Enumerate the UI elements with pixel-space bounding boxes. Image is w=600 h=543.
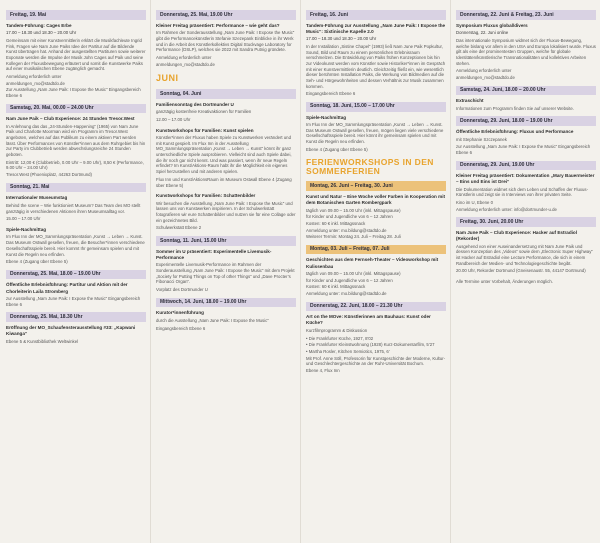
event-description: Künstler*innen der Fluxus haben Spiele zu Kunstwerken verändert und mit Kunst gespielt. Im Flux Inn in der Ausstellung MO_Sammlungspräsentation „Kunst → Leben → Kunst“ könnt ihr ganz unterschiedliche Spiele ausprobieren. Vielleicht sind auch Spiele dabei, die ihr noch gar nicht kennt. Und was passiert, wenn ihr neue Regeln erfindet? Im Kunst/Aktions-Raum habt ihr die Möglichkeit ein eigenes Spiel herzustellen und mit anderen spielen. bbox=[156, 135, 292, 175]
event-date: Mittwoch, 14. Juni, 18.00 – 19.00 Uhr bbox=[156, 298, 296, 308]
event-description: Ausgehend von einer Auseinandersetzung mit Nam June Paik und dessen Konzeption des „Videos“ sowie dem „Electronic Super Highway“ ist Hacker auf Estradiol eine Lecture Performance, die sich in einem Randbereich der Medien- und Technologiegeschichte begibt. bbox=[456, 243, 593, 266]
column-2 bbox=[156, 10, 296, 336]
event-location: Flux Inn und Kunst/AktionsRaum im Museum Ostwall Ebene 4 (Zugang über Ebene 5) bbox=[156, 176, 292, 188]
event-date: Montag, 03. Juli – Freitag, 07. Juli bbox=[306, 245, 446, 255]
event-detail-line: Kosten: 60 € inkl. Mittagssnack bbox=[306, 284, 366, 290]
event-detail-line: anmeldungen_mo@stadtdo.de bbox=[456, 74, 515, 80]
event-title: Extraschicht bbox=[456, 98, 484, 104]
event-description: In der Installation „Sistine Chapel“ (1993) ließ Nam June Paik Popkultur, Sound, Bild und Raum zu einem persönlichen Erlebnisraum verschmelzen. Die Entwicklung von Paiks frühen Konzeptionen bis hin zur Videokunst werden vom Künstler sowie Historiker*innen im Gespräch mit einer Kunstvermittlerin deutlich. Gleichzeitig fließt ein, wie wesentlich dieser berühmten Installation Paiks, die Werkung von Bildmedien auf die Seh- und Hörgewohnheiten und dessen Verhältnis zur Musik zusammen kommen. bbox=[306, 43, 446, 89]
event-date: Sonntag, 18. Juni, 15.00 – 17.00 Uhr bbox=[306, 102, 446, 112]
event-time: 17.00 – 18.30 und 18.30 – 20.00 Uhr bbox=[306, 36, 377, 42]
section-heading: FERIENWORKSHOPS IN DEN SOMMERFERIEN bbox=[306, 157, 434, 177]
event-item bbox=[156, 193, 296, 231]
event-detail-line: 20.00 Uhr, Rekorder Dortmund (Gneisenaustr. 55, 44147 Dortmund) bbox=[456, 268, 586, 274]
event-detail-line: Kino im U, Ebene 0 bbox=[456, 200, 494, 206]
event-item bbox=[456, 86, 596, 112]
event-item bbox=[306, 181, 446, 240]
fold-line bbox=[300, 0, 301, 543]
event-description: ganztägig kostenfreie Kreativaktionen für Familien bbox=[156, 109, 252, 115]
event-location: Schulwerkstatt Ebene 2 bbox=[156, 225, 202, 231]
event-date: Freitag, 16. Juni bbox=[306, 10, 446, 20]
event-detail-line: 12.00 – 17.00 Uhr bbox=[156, 116, 191, 122]
event-date: Sonntag, 21. Mai bbox=[6, 183, 146, 193]
event-description: Im Rahmen der Sonderausstellung „Nam June Paik: I Expose the Music“ gibt die Performancekünstlerin Stefanie Szezepank Einblicke in ihr Werk und in die Arbeit des Künstlerkollektivs Digital Stuckvage Laboratory for Performance (DSLP), welches sie 2022 mit Sandra Putnig gründete. bbox=[156, 30, 295, 53]
event-item bbox=[6, 183, 146, 222]
event-detail-line: • Martha Rosler, Kitchen Semiotics, 1975, 6‘ bbox=[306, 349, 390, 355]
event-title: Kleiner Freitag präsentiert: Performance – wie geht das? bbox=[156, 22, 280, 28]
event-date: Donnerstag, 29. Juni, 19.00 Uhr bbox=[456, 161, 596, 171]
event-title: Öffentliche Erlebnisführung: Fluxus und Performance bbox=[456, 128, 574, 134]
event-time: Donnerstag, 22. Juni online bbox=[456, 30, 509, 36]
event-title: Sommer im U präsentiert: Experimentelle Livemusik-Performance bbox=[156, 248, 272, 260]
event-date: Donnerstag, 25. Mai, 18.00 – 19.00 Uhr bbox=[6, 270, 146, 280]
column-4 bbox=[456, 10, 596, 286]
event-title: Spiele-Nachmittag bbox=[306, 114, 347, 120]
event-detail-line: Eintritt: 12,00 € (Clubbetrieb, 0.00 Uhr – 9.00 Uhr), 8,50 € (Performance, 9.00 Uhr – 24.00 Uhr) bbox=[6, 159, 144, 171]
event-date: Freitag, 30. Juni, 20.00 Uhr bbox=[456, 217, 596, 227]
event-item bbox=[156, 89, 296, 123]
event-detail-line: • Die Frankfurter Kleinstwohnung (1928) Kurz-Dokumentarfilm, 5‘27 bbox=[306, 342, 435, 348]
event-description: Das internationale Symposium widmet sich der Fluxus-Bewegung, welche bislang vor allem in den USA und Europa lokalisiert wurde. Fluxus gilt als eine der prominentesten Gruppen, welche für globale Identitäten/künstlerische Transnationalitäten und kollektives Arbeiten stehen. bbox=[456, 37, 596, 66]
event-description: In Anlehnung das das „24-Stunden-Happening“ (1965) von Nam June Paik und Charlotte Moorman wird ein Programm im Tresor.West angeboten, welches auf das Publikum zu einem aktiven Part werden lässt. Über Performances von Künstler*innen aus dem Ruhrgebiet bis hin zur Party im Clubbetrieb werden abwechslungsreiche 24 Stunden geboten. bbox=[6, 123, 146, 158]
event-date: Donnerstag, 25. Mai, 18.30 Uhr bbox=[6, 312, 146, 322]
footnote: Alle Termine unter Vorbehalt, Änderungen möglich. bbox=[456, 279, 553, 285]
event-description: Gemeinsam mit einer Kunstvermittlerin erklärt die Musikfachleute Ingrid Fink, Fragen wie Nam June Paiks Idee der Partitur auf die Bildende Kunst übertragen hat. Anhand der ausgestellten Partituren sowie weiterer Exponate werden die Impulse der Musik John Cages auf Paik und seine Kollegen der Fluxusbewegung erläutert und somit die Kunstwerke Paiks auf einer musikalischen Ebene zugänglich gemacht. bbox=[6, 37, 146, 72]
event-title: Kunst und Natur – Eine Woche voller Farben in Kooperation mit dem Botanischen Garten Rombergpark bbox=[306, 193, 446, 205]
fold-line bbox=[150, 0, 151, 543]
event-date: Sonntag, 11. Juni, 15.00 Uhr bbox=[156, 236, 296, 246]
event-detail-line: Kosten: 60 € inkl. Mittagssnack bbox=[306, 220, 366, 226]
event-title: Familiensonntag des Dortmunder U bbox=[156, 101, 234, 107]
event-detail-line: für Kinder und Jugendliche von 6 – 12 Jahren bbox=[306, 214, 393, 220]
event-description: mit Stephanie Szczepanek bbox=[456, 136, 507, 142]
event-title: Art on the MOve: Künstlerinnen am Bauhaus: Kunst oder Küche? bbox=[306, 314, 431, 326]
event-detail-line: Mit Prof. Anne Söll, Professorin für Kunstgeschichte der Moderne, Kultur- und Geschlechtergeschichte an der Ruhr-Universität Bochum. bbox=[306, 355, 445, 367]
event-location: Eingangsbereich Ebene 6 bbox=[156, 325, 206, 331]
event-item bbox=[456, 161, 596, 213]
event-title: Internationaler Museumstag bbox=[6, 195, 68, 201]
event-detail-line: Anmeldung erforderlich unter bbox=[456, 68, 512, 74]
event-location: zur Ausstellung „Nam June Paik: I Expose the Music“ Eingangsbereich Ebene 6 bbox=[456, 144, 591, 155]
event-item bbox=[156, 236, 296, 293]
event-title: Tandem-Führung: Cages Erbe bbox=[6, 22, 72, 28]
event-detail-line: Anmeldung erforderlich unter bbox=[6, 73, 62, 79]
event-item bbox=[6, 104, 146, 178]
event-title: Spiele-Nachmittag bbox=[6, 226, 47, 232]
event-description: Experimentelle Livemusik-Performance im Rahmen der Sonderausstellung „Nam June Paik: I Expose the Music“ mit dem Projekt „Society for Putting Things on Top of other Things“ und „Dave Procter’s Fibonacci Organ“. bbox=[156, 262, 295, 285]
event-title: Nam June Paik – Club Experience: Hacker auf Estradiol (Rekorder) bbox=[456, 230, 578, 242]
event-item bbox=[156, 298, 296, 332]
event-title: Tandem-Führung zur Ausstellung „Nam June Paik: I Expose the Music“: Sixtinische Kapelle 2.0 bbox=[306, 22, 446, 34]
event-item bbox=[6, 312, 146, 344]
event-description: durch die Ausstellung „Nam June Paik: I Expose the Music“ bbox=[156, 317, 269, 323]
event-title: Nam June Paik – Club Experience: 24 Stunden Tresor.West bbox=[6, 116, 135, 122]
event-item bbox=[6, 10, 146, 99]
event-description: Wir besuchen die Ausstellung „Nam June Paik: I Expose the Music“ und lassen uns von Kunstwerken inspirieren. In der Schulwerkstatt fotografieren wir eure Schattenbilder und nutzen sie für eine Collage oder ein gezeichnetes Bild. bbox=[156, 200, 296, 223]
column-1 bbox=[6, 10, 146, 349]
event-detail-line: • Die Frankfurter Küche, 1927, 8‘02 bbox=[306, 335, 374, 341]
event-detail-line: anmeldungen_mo@stadtdo.de bbox=[6, 80, 65, 86]
event-location: Vorplatz des Dortmunder U bbox=[156, 287, 208, 292]
event-detail-line: 15.00 – 17.00 Uhr bbox=[6, 216, 41, 222]
event-date: Montag, 26. Juni – Freitag, 30. Juni bbox=[306, 181, 446, 191]
event-location: Ebene 4 (Zugang über Ebene 5) bbox=[6, 259, 68, 265]
event-date: Freitag, 19. Mai bbox=[6, 10, 146, 20]
event-location: Ebene 5 & Kunstbibliothek Weltwinkel bbox=[6, 338, 79, 344]
event-time: 17.00 – 18.30 und 18.30 – 20.00 Uhr bbox=[6, 30, 77, 36]
event-description: Im Flux Inn der MO_Sammlungspräsentation „Kunst → Leben → Kunst. Das Museum Ostwall gesellen, freuen, mögen liegen viele verschiedene Gesellschaftsspiele bereit. Hier könnt ihr gemeinsam spielen und mit Kunst die Regeln neu erfinden. bbox=[306, 122, 444, 145]
event-item bbox=[6, 270, 146, 308]
event-location: Ebene 4, Flux Inn bbox=[306, 368, 340, 374]
event-item bbox=[456, 10, 596, 81]
event-item bbox=[456, 116, 596, 155]
event-detail-line: Anmeldung erforderlich unter: info@dortmunder-u.de bbox=[456, 206, 557, 212]
event-date: Donnerstag, 22. Juni & Freitag, 23. Juni bbox=[456, 10, 596, 20]
event-detail-line: täglich von 09.00 – 15.00 Uhr (inkl. Mittagspause) bbox=[306, 271, 401, 277]
event-description: Im Flux Inn der MO_Sammlungspräsentation „Kunst → Leben → Kunst. Das Museum Ostwall gesellen, freuen, die Besucher*innen verschiedene Gesellschaftsspiele bereit. Hier kommt Ihr gemeinsam spielen und mit Kunst die Regeln neu erfinden. bbox=[6, 234, 145, 257]
event-location: Zur Ausstellung „Nam June Paik: I Expose the Music“ Eingangsbereich Ebene 6 bbox=[6, 87, 141, 98]
event-location: Ebene 4 (Zugang über Ebene 5) bbox=[306, 146, 368, 152]
event-title: Eröffnung der MO_Schaufensterausstellung #33: „Kapwani Kiwanga“ bbox=[6, 325, 136, 337]
event-title: Öffentliche Erlebnisführung: Partitur und Aktion mit der Chorleiterin Laila Stromberg bbox=[6, 282, 128, 294]
event-location: Eingangsbereich Ebene 6 bbox=[306, 91, 356, 97]
event-title: Geschichten aus dem Fernseh-Theater – Videoworkshop mit Kulissenbau bbox=[306, 257, 439, 269]
event-detail-line: Weiterer Termin: Montag 24. Juli – Freitag 28. Juli bbox=[306, 234, 401, 240]
event-description: Kurzfilmprogramm & Diskussion bbox=[306, 328, 368, 333]
event-location: zur Ausstellung „Nam June Paik: I Expose the Music“ Eingangsbereich Ebene 6 bbox=[6, 296, 141, 307]
event-item bbox=[156, 128, 296, 189]
event-date: Donnerstag, 29. Juni, 18.00 – 19.00 Uhr bbox=[456, 116, 596, 126]
event-description: Die Dokumentation widmet sich dem Leben und Schaffen der Fluxus-Künstlerin und zeigt sie in Interviews von ihrer privaten Seite. bbox=[456, 186, 589, 198]
event-location: Tresor.West (Phoenixplatz, 44263 Dortmund) bbox=[6, 172, 92, 178]
event-title: Symposium Fluxus global/divers bbox=[456, 22, 528, 28]
event-date: Sonntag, 04. Juni bbox=[156, 89, 296, 99]
event-item bbox=[306, 302, 446, 374]
event-date: Donnerstag, 22. Juni, 18.00 – 21.30 Uhr bbox=[306, 302, 446, 312]
event-detail-line: für Kinder und Jugendliche von 6 – 12 Jahren bbox=[306, 277, 393, 283]
event-item bbox=[156, 10, 296, 67]
event-item bbox=[6, 227, 146, 265]
event-description: Behind the scene – Wie funktioniert Museum? Das Team des MO stellt ganztägig in verschiedenen Aktionen ihren Museumsalltag vor. bbox=[6, 202, 141, 214]
event-title: Kunstworkshops für Familien: Kunst spielen bbox=[156, 127, 254, 133]
event-detail-line: anmeldungen_mo@stadtdo.de bbox=[156, 61, 215, 67]
event-item bbox=[456, 217, 596, 274]
event-item bbox=[306, 10, 446, 97]
column-3 bbox=[306, 10, 446, 379]
fold-line bbox=[450, 0, 451, 543]
event-item bbox=[306, 245, 446, 297]
event-title: Kleiner Freitag präsentiert: Dokumentation „Mary Bauermeister – Eins und Eins ist Drei“ bbox=[456, 173, 595, 185]
event-detail-line: Anmeldung unter: mo.bildung@stadtdo.de bbox=[306, 227, 387, 233]
event-date: Donnerstag, 25. Mai, 19.00 Uhr bbox=[156, 10, 296, 20]
event-title: Kurator*innenführung bbox=[156, 310, 204, 316]
event-title: Kunstworkshops für Familien: Schattenbilder bbox=[156, 193, 256, 199]
month-heading: JUNI bbox=[156, 73, 179, 84]
event-date: Samstag, 20. Mai, 00.00 – 24.00 Uhr bbox=[6, 104, 146, 114]
event-date: Samstag, 24. Juni, 18.00 – 20.00 Uhr bbox=[456, 86, 596, 96]
event-detail-line: Anmeldung unter: mo.bildung@stadtdo.de bbox=[306, 291, 387, 297]
event-item bbox=[306, 102, 446, 153]
event-detail-line: Anmeldung erforderlich unter bbox=[156, 54, 212, 60]
event-description: Informationen zum Programm finden Sie auf unserer Website. bbox=[456, 105, 574, 111]
event-detail-line: täglich von 09.00 – 15.00 Uhr (inkl. Mittagspause) bbox=[306, 207, 401, 213]
